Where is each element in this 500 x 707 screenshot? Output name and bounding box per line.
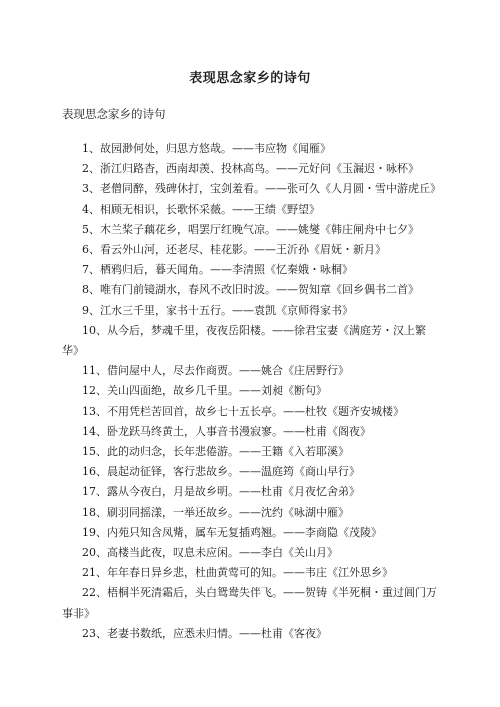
poem-line: 22、梧桐半死清霜后，头白鸳鸯失伴飞。——贺铸《半死桐・重过阊门万事非》 <box>62 586 437 620</box>
poem-line: 12、关山四面绝，故乡几千里。——刘昶《断句》 <box>82 384 327 398</box>
poem-line: 1、故园渺何处，归思方悠哉。——韦应物《闻雁》 <box>82 142 331 155</box>
poem-line: 14、卧龙跃马终黄土，人事音书漫寂寥。——杜甫《阁夜》 <box>82 424 371 438</box>
poem-line: 13、不用凭栏苦回首，故乡七十五长亭。——杜牧《题齐安城楼》 <box>82 404 404 418</box>
document-subtitle: 表现思念家乡的诗句 <box>62 107 166 121</box>
poem-line: 23、老妻书数纸，应悉未归情。——杜甫《客夜》 <box>82 626 327 640</box>
poem-line: 11、借问屋中人，尽去作商贾。——姚合《庄居野行》 <box>82 364 349 378</box>
poem-line: 10、从今后，梦魂千里，夜夜岳阳楼。——徐君宝妻《满庭芳・汉上繁华》 <box>62 323 426 358</box>
poem-line: 7、栖鸦归后，暮天闻角。——李清照《忆秦娥・咏桐》 <box>82 263 353 277</box>
poem-line: 6、看云外山河，还老尽、桂花影。——王沂孙《眉妩・新月》 <box>82 243 386 257</box>
poem-line: 2、浙江归路杳，西南却羡、投林高鸟。——元好问《玉漏迟・咏杯》 <box>82 162 419 176</box>
poem-line: 20、高楼当此夜，叹息未应闲。——李白《关山月》 <box>82 546 338 560</box>
poem-line: 15、此的动归念，长年悲倦游。——王籍《入若耶溪》 <box>82 445 349 459</box>
poem-list <box>62 139 442 644</box>
poem-line: 3、老僧同醉，残碑休打，宝剑羞看。——张可久《人月圆・雪中游虎丘》 <box>82 182 441 196</box>
poem-line: 21、年年春日异乡悲，杜曲黄莺可的知。——韦庄《江外思乡》 <box>82 566 393 580</box>
poem-line: 4、相顾无相识，长歌怀采薇。——王绩《野望》 <box>82 202 320 216</box>
poem-line: 17、露从今夜白，月是故乡明。——杜甫《月夜忆舍弟》 <box>82 485 360 499</box>
document-title: 表现思念家乡的诗句 <box>189 71 311 86</box>
poem-line: 9、江水三千里，家书十五行。——袁凯《京师得家书》 <box>82 303 353 317</box>
poem-line: 16、晨起动征铎，客行悲故乡。——温庭筠《商山早行》 <box>82 465 360 479</box>
poem-line: 5、木兰桨子藕花乡，唱罢厅红晚气凉。——姚燮《韩庄闸舟中七夕》 <box>82 222 419 236</box>
poem-line: 19、内苑只知含凤觜，属车无复插鸡翘。——李商隐《茂陵》 <box>82 525 382 539</box>
poem-line: 8、唯有门前镜湖水，春风不改旧时波。——贺知章《回乡偶书二首》 <box>82 283 419 297</box>
poem-line: 18、刷羽同摇漾，一举还故乡。——沈约《咏湖中雁》 <box>82 505 349 519</box>
